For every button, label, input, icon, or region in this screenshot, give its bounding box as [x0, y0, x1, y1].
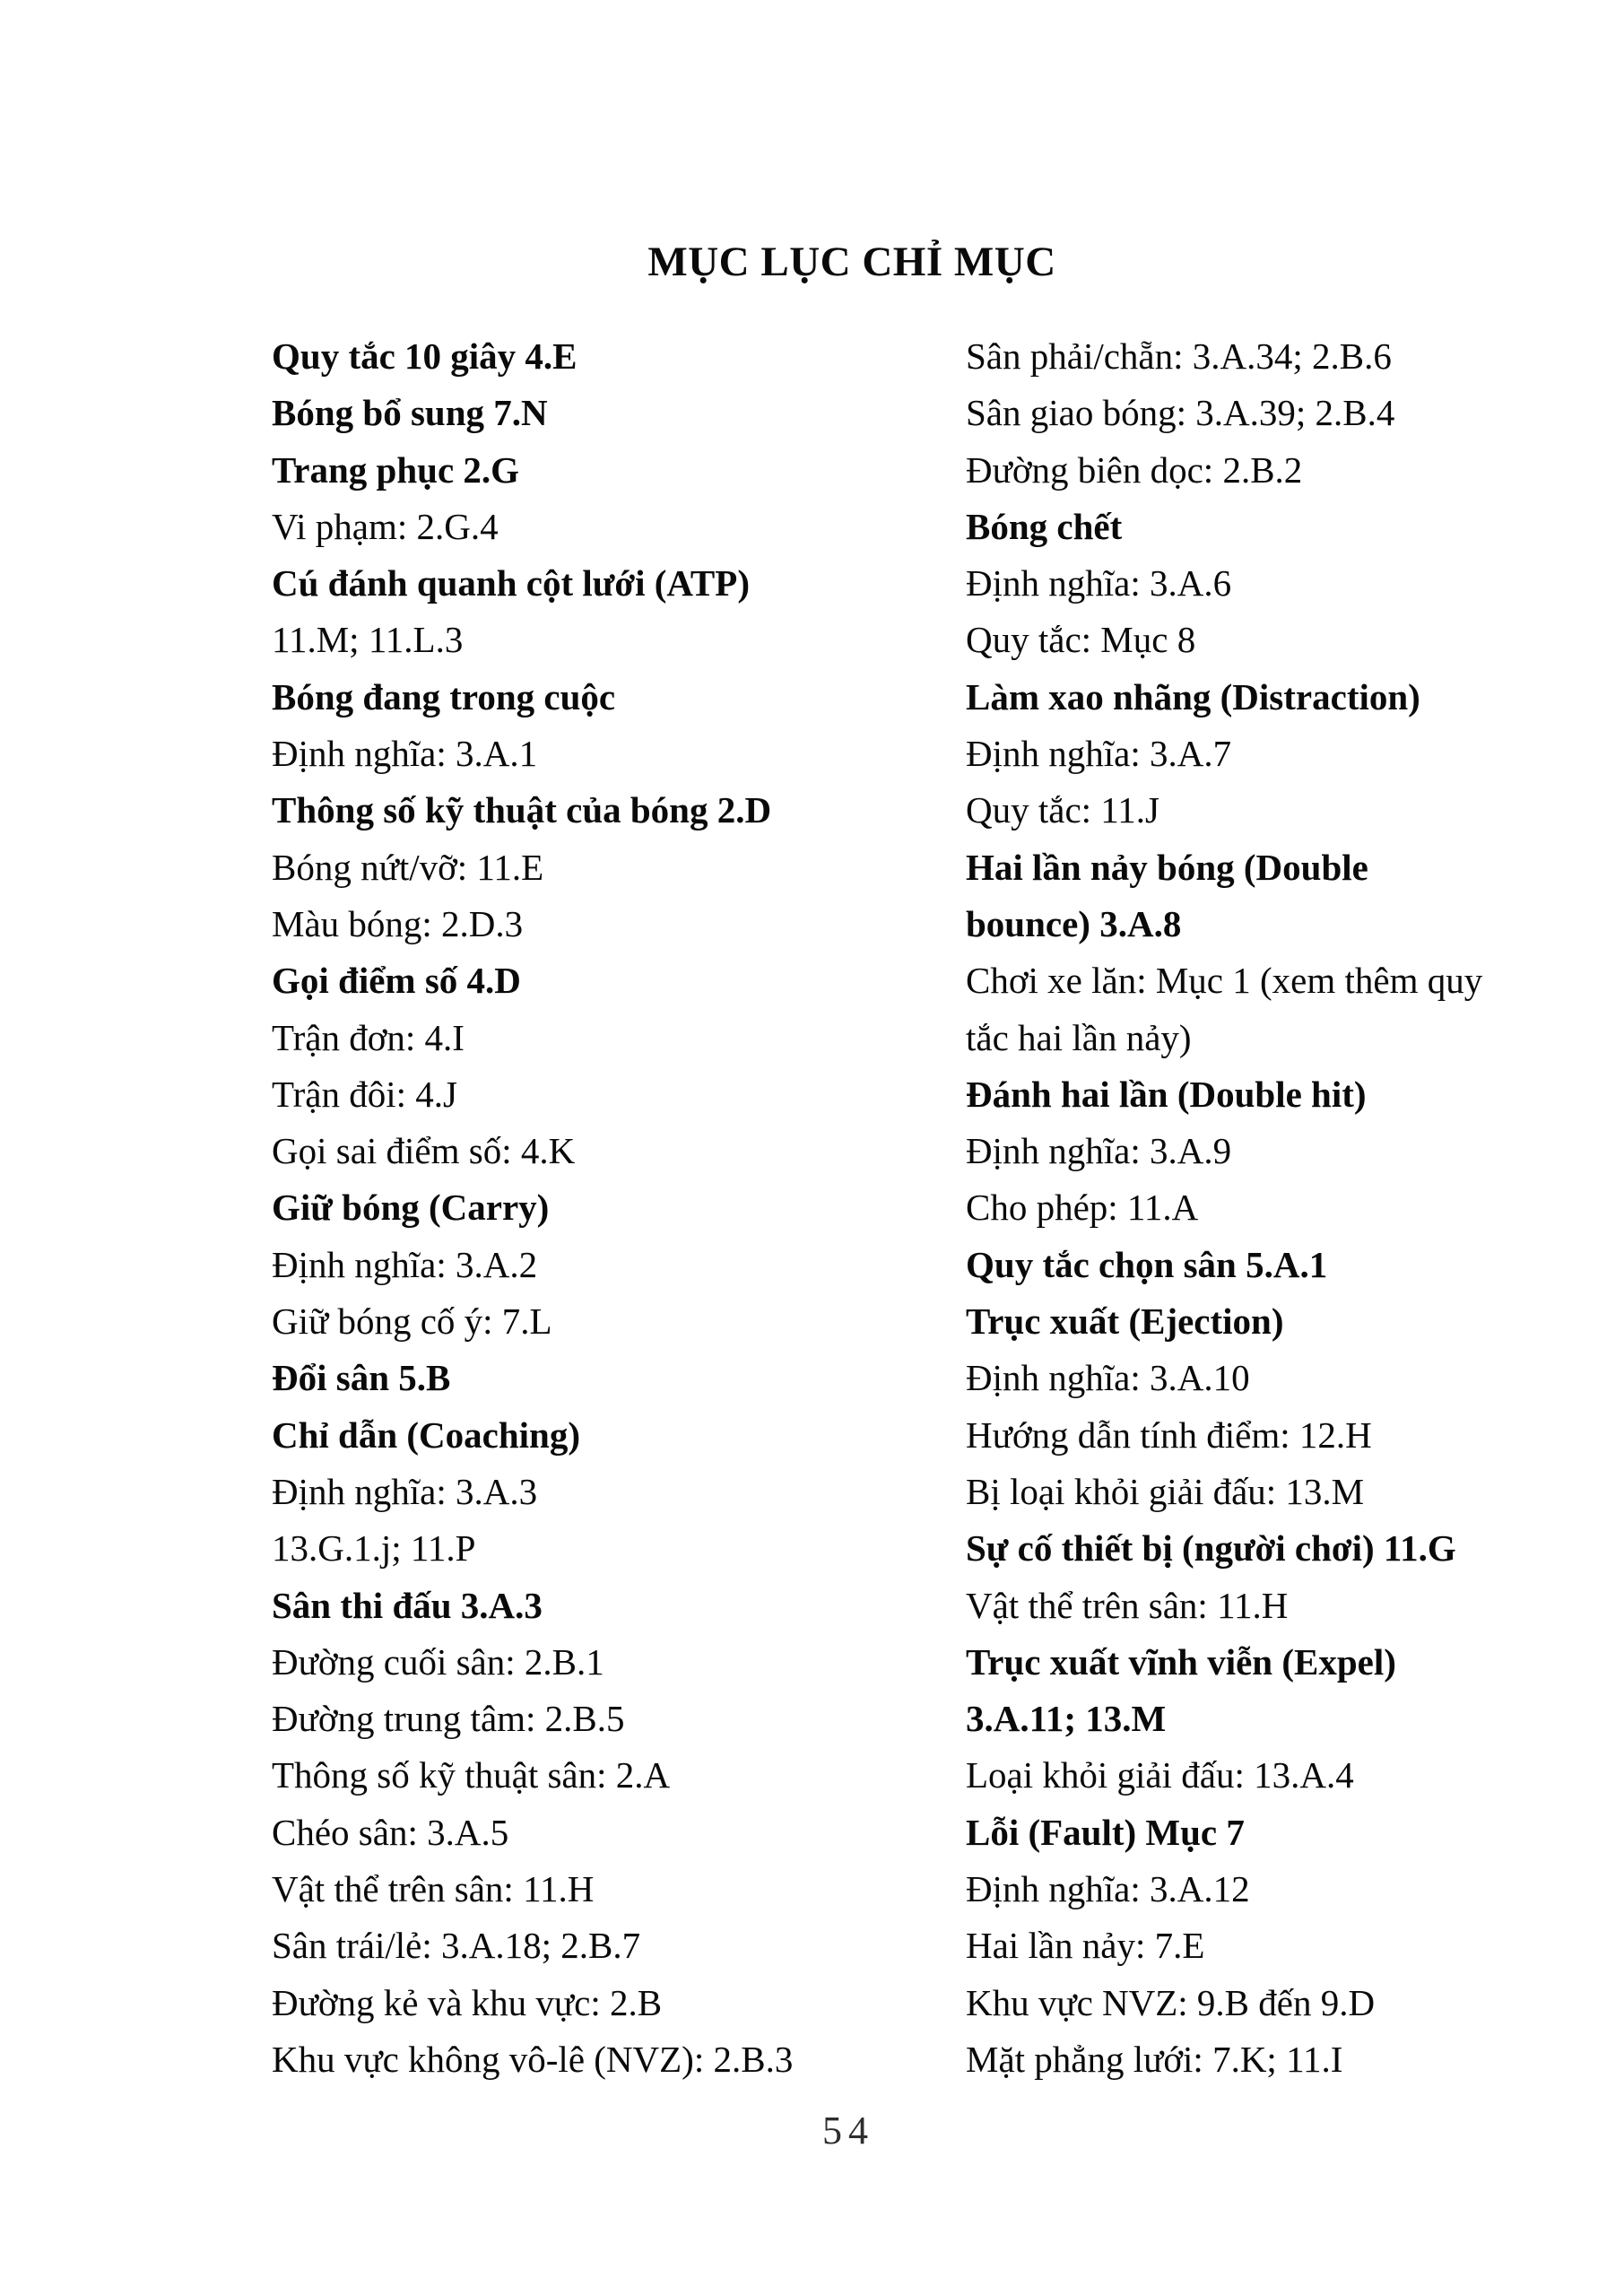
- index-entry: Trục xuất vĩnh viễn (Expel): [966, 1640, 1396, 1683]
- index-entry: Màu bóng: 2.D.3: [272, 902, 524, 944]
- index-entry: Định nghĩa: 3.A.3: [272, 1470, 538, 1512]
- index-entry: Giữ bóng cố ý: 7.L: [272, 1300, 552, 1343]
- index-entry: Định nghĩa: 3.A.1: [272, 733, 538, 775]
- index-entry: Vi phạm: 2.G.4: [272, 505, 499, 547]
- index-entry: Chéo sân: 3.A.5: [272, 1811, 509, 1853]
- index-entry: Vật thể trên sân: 11.H: [272, 1868, 595, 1910]
- index-entry: Hướng dẫn tính điểm: 12.H: [966, 1413, 1372, 1456]
- index-entry: Đường trung tâm: 2.B.5: [272, 1698, 625, 1740]
- index-entry: Khu vực NVZ: 9.B đến 9.D: [966, 1981, 1376, 2023]
- index-entry: Sân phải/chẵn: 3.A.34; 2.B.6: [966, 335, 1392, 377]
- index-entry: 11.M; 11.L.3: [272, 619, 464, 661]
- index-entry: Định nghĩa: 3.A.10: [966, 1357, 1250, 1399]
- index-entry: Định nghĩa: 3.A.7: [966, 733, 1232, 775]
- index-column-left: [272, 328, 864, 2088]
- index-entry: Thông số kỹ thuật sân: 2.A: [272, 1754, 671, 1796]
- index-entry: Mặt phẳng lưới: 7.K; 11.I: [966, 2038, 1343, 2080]
- index-entry: Loại khỏi giải đấu: 13.A.4: [966, 1754, 1354, 1796]
- index-entry: Làm xao nhãng (Distraction): [966, 675, 1420, 718]
- index-entry: Trận đôi: 4.J: [272, 1073, 457, 1115]
- index-entry: Đường kẻ và khu vực: 2.B: [272, 1981, 663, 2023]
- index-entry: Cho phép: 11.A: [966, 1187, 1199, 1229]
- index-entry: Gọi điểm số 4.D: [272, 960, 521, 1002]
- index-entry: Định nghĩa: 3.A.9: [966, 1130, 1232, 1172]
- index-entry: Đổi sân 5.B: [272, 1357, 451, 1399]
- index-entry: Thông số kỹ thuật của bóng 2.D: [272, 789, 772, 831]
- index-entry: Định nghĩa: 3.A.12: [966, 1868, 1250, 1910]
- index-entry: Sân thi đấu 3.A.3: [272, 1584, 543, 1626]
- index-entry: Bóng bổ sung 7.N: [272, 392, 548, 434]
- index-entry: Chỉ dẫn (Coaching): [272, 1413, 581, 1456]
- index-entry: Chơi xe lăn: Mục 1 (xem thêm quy: [966, 960, 1483, 1002]
- index-entry: Gọi sai điểm số: 4.K: [272, 1130, 576, 1172]
- index-entry: Lỗi (Fault) Mục 7: [966, 1811, 1245, 1853]
- index-entry: Giữ bóng (Carry): [272, 1187, 550, 1229]
- index-entry: Trục xuất (Ejection): [966, 1300, 1284, 1343]
- index-entry: 3.A.11; 13.M: [966, 1698, 1167, 1740]
- page-title: MỤC LỤC CHỈ MỤC: [647, 239, 1056, 285]
- index-entry: Trận đơn: 4.I: [272, 1016, 465, 1058]
- index-entry: Sân giao bóng: 3.A.39; 2.B.4: [966, 392, 1395, 434]
- index-entry: Khu vực không vô-lê (NVZ): 2.B.3: [272, 2038, 794, 2080]
- index-entry: Đường biên dọc: 2.B.2: [966, 448, 1303, 491]
- index-entry: Bóng nứt/vỡ: 11.E: [272, 846, 544, 888]
- index-column-right: [966, 328, 1558, 2088]
- index-entry: Hai lần nảy: 7.E: [966, 1925, 1205, 1967]
- index-entry: 13.G.1.j; 11.P: [272, 1527, 476, 1570]
- index-entry: Định nghĩa: 3.A.2: [272, 1243, 538, 1285]
- index-entry: Hai lần nảy bóng (Double: [966, 846, 1368, 888]
- index-entry: Định nghĩa: 3.A.6: [966, 562, 1232, 604]
- index-entry: Đường cuối sân: 2.B.1: [272, 1640, 604, 1683]
- index-entry: Bóng chết: [966, 505, 1123, 547]
- index-entry: Bóng đang trong cuộc: [272, 675, 616, 718]
- index-entry: Trang phục 2.G: [272, 448, 520, 491]
- index-entry: Quy tắc 10 giây 4.E: [272, 335, 578, 377]
- index-entry: bounce) 3.A.8: [966, 902, 1182, 944]
- index-entry: Quy tắc: 11.J: [966, 789, 1159, 831]
- index-entry: tắc hai lần nảy): [966, 1016, 1192, 1058]
- index-entry: Quy tắc chọn sân 5.A.1: [966, 1243, 1328, 1285]
- index-entry: Cú đánh quanh cột lưới (ATP): [272, 562, 750, 604]
- index-entry: Bị loại khỏi giải đấu: 13.M: [966, 1470, 1365, 1512]
- page-number: 54: [822, 2109, 874, 2152]
- index-entry: Sân trái/lẻ: 3.A.18; 2.B.7: [272, 1925, 641, 1967]
- index-entry: Đánh hai lần (Double hit): [966, 1073, 1367, 1115]
- index-entry: Quy tắc: Mục 8: [966, 619, 1196, 661]
- index-entry: Vật thể trên sân: 11.H: [966, 1584, 1289, 1626]
- index-entry: Sự cố thiết bị (người chơi) 11.G: [966, 1527, 1456, 1570]
